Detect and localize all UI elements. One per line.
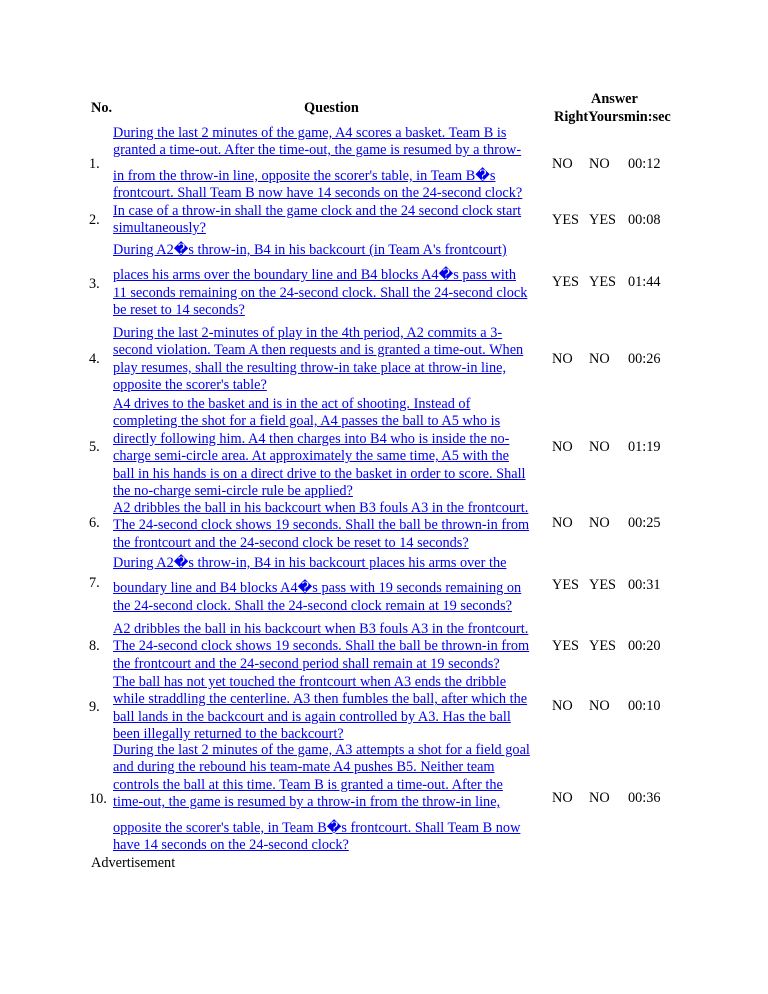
time-taken: 00:10: [628, 698, 661, 714]
question-line: be reset to 14 seconds?: [113, 302, 245, 319]
question-link[interactable]: [113, 396, 554, 500]
question-number: 4.: [89, 351, 100, 367]
question-link[interactable]: [113, 500, 554, 552]
question-line: ball lands in the backcourt and is again controlled by A3. Has the ball: [113, 708, 511, 725]
question-line: time-out, the game is resumed by a throw-in from the throw-in line,: [113, 794, 501, 811]
question-line: During A2�s throw-in, B4 in his backcourt places his arms over the: [113, 555, 507, 571]
question-number: 5.: [89, 439, 100, 455]
question-line: boundary line and B4 blocks A4�s pass with 19 seconds remaining on: [113, 580, 522, 597]
time-taken: 00:08: [628, 212, 661, 228]
question-line: while straddling the centerline. A3 then fumbles the ball, after which the: [113, 691, 528, 708]
question-text: [113, 674, 554, 744]
question-text: [113, 742, 554, 854]
right-answer: NO: [552, 351, 573, 367]
question-text: [113, 125, 554, 203]
question-number: 1.: [89, 156, 100, 172]
question-link[interactable]: [113, 203, 554, 238]
question-line: 11 seconds remaining on the 24-second clock. Shall the 24-second clock: [113, 284, 528, 301]
question-text: [113, 203, 554, 238]
question-line: During the last 2 minutes of the game, A4 scores a basket. Team B is: [113, 125, 507, 141]
right-answer: NO: [552, 790, 573, 806]
column-subheader-right-yours-time: RightYoursmin:sec: [554, 109, 671, 125]
question-line: the no-charge semi-circle rule be applied?: [113, 482, 353, 499]
question-line: places his arms over the boundary line and B4 blocks A4�s pass with: [113, 267, 516, 284]
question-line: charge semi-circle area. At approximately the same time, A5 with the: [113, 448, 509, 465]
question-number: 3.: [89, 276, 100, 292]
question-line: frontcourt. Shall Team B now have 14 seconds on the 24-second clock?: [113, 185, 523, 202]
question-text: [113, 325, 554, 395]
question-line: play resumes, shall the resulting throw-in take place at throw-in line,: [113, 359, 507, 376]
question-line: A2 dribbles the ball in his backcourt when B3 fouls A3 in the frontcourt.: [113, 500, 529, 516]
right-answer: YES: [552, 577, 580, 593]
question-line: the frontcourt and the 24-second clock be reset to 14 seconds?: [113, 534, 469, 551]
question-line: The 24-second clock shows 19 seconds. Shall the ball be thrown-in from: [113, 517, 530, 534]
question-line: been illegally returned to the backcourt?: [113, 726, 344, 743]
your-answer: YES: [589, 212, 617, 228]
question-text: [113, 621, 554, 673]
question-line: second violation. Team A then requests and is granted a time-out. When: [113, 342, 524, 359]
question-line: During the last 2 minutes of the game, A3 attempts a shot for a field goal: [113, 742, 530, 758]
question-line: opposite the scorer's table, in Team B�s frontcourt. Shall Team B now: [113, 819, 521, 836]
question-line: opposite the scorer's table?: [113, 377, 267, 394]
question-line: ball in his hands is on a direct drive to the basket in order to score. Shall: [113, 465, 526, 482]
time-taken: 00:26: [628, 351, 661, 367]
question-number: 9.: [89, 699, 100, 715]
right-answer: NO: [552, 156, 573, 172]
question-line: controls the ball at this time. Team B is granted a time-out. After the: [113, 776, 503, 793]
your-answer: YES: [589, 577, 617, 593]
question-link[interactable]: [113, 242, 554, 320]
question-number: 6.: [89, 515, 100, 531]
your-answer: YES: [589, 274, 617, 290]
question-link[interactable]: [113, 125, 554, 203]
question-text: [113, 242, 554, 320]
question-text: [113, 500, 554, 552]
your-answer: YES: [589, 638, 617, 654]
right-answer: YES: [552, 638, 580, 654]
column-header-question: Question: [304, 100, 359, 116]
question-line: the 24-second clock. Shall the 24-second clock remain at 19 seconds?: [113, 597, 512, 614]
question-line: in from the throw-in line, opposite the scorer's table, in Team B�s: [113, 167, 496, 184]
question-line: During A2�s throw-in, B4 in his backcourt (in Team A's frontcourt): [113, 242, 507, 258]
question-link[interactable]: [113, 325, 554, 395]
your-answer: NO: [589, 351, 610, 367]
time-taken: 00:12: [628, 156, 661, 172]
time-taken: 00:36: [628, 790, 661, 806]
right-answer: NO: [552, 515, 573, 531]
column-header-answer: Answer: [591, 91, 638, 107]
question-link[interactable]: [113, 555, 554, 615]
question-line: have 14 seconds on the 24-second clock?: [113, 836, 349, 853]
question-text: [113, 396, 554, 500]
question-number: 2.: [89, 212, 100, 228]
column-header-no: No.: [91, 100, 113, 116]
question-line: granted a time-out. After the time-out, the game is resumed by a throw-: [113, 142, 522, 159]
question-link[interactable]: [113, 621, 554, 673]
your-answer: NO: [589, 156, 610, 172]
time-taken: 00:31: [628, 577, 661, 593]
right-answer: NO: [552, 439, 573, 455]
question-line: directly following him. A4 then charges into B4 who is inside the no-: [113, 430, 510, 447]
advertisement-label: Advertisement: [91, 855, 176, 871]
your-answer: NO: [589, 790, 610, 806]
question-line: and during the rebound his team-mate A4 pushes B5. Neither team: [113, 759, 495, 776]
question-line: the frontcourt and the 24-second period shall remain at 19 seconds?: [113, 655, 500, 672]
question-number: 7.: [89, 575, 100, 591]
time-taken: 00:25: [628, 515, 661, 531]
question-link[interactable]: [113, 674, 554, 744]
question-number: 8.: [89, 638, 100, 654]
right-answer: YES: [552, 274, 580, 290]
right-answer: YES: [552, 212, 580, 228]
question-line: A2 dribbles the ball in his backcourt when B3 fouls A3 in the frontcourt.: [113, 621, 529, 637]
question-link[interactable]: [113, 742, 554, 854]
question-number: 10.: [89, 791, 107, 807]
question-line: A4 drives to the basket and is in the act of shooting. Instead of: [113, 396, 471, 412]
question-line: completing the shot for a field goal, A4 passes the ball to A5 who is: [113, 413, 501, 430]
question-line: simultaneously?: [113, 220, 206, 237]
question-text: [113, 555, 554, 615]
your-answer: NO: [589, 515, 610, 531]
your-answer: NO: [589, 439, 610, 455]
question-line: In case of a throw-in shall the game clock and the 24 second clock start: [113, 203, 522, 219]
your-answer: NO: [589, 698, 610, 714]
time-taken: 01:44: [628, 274, 661, 290]
question-line: The ball has not yet touched the frontcourt when A3 ends the dribble: [113, 674, 507, 690]
time-taken: 00:20: [628, 638, 661, 654]
question-line: During the last 2-minutes of play in the 4th period, A2 commits a 3-: [113, 325, 503, 341]
question-line: The 24-second clock shows 19 seconds. Shall the ball be thrown-in from: [113, 638, 530, 655]
right-answer: NO: [552, 698, 573, 714]
time-taken: 01:19: [628, 439, 661, 455]
